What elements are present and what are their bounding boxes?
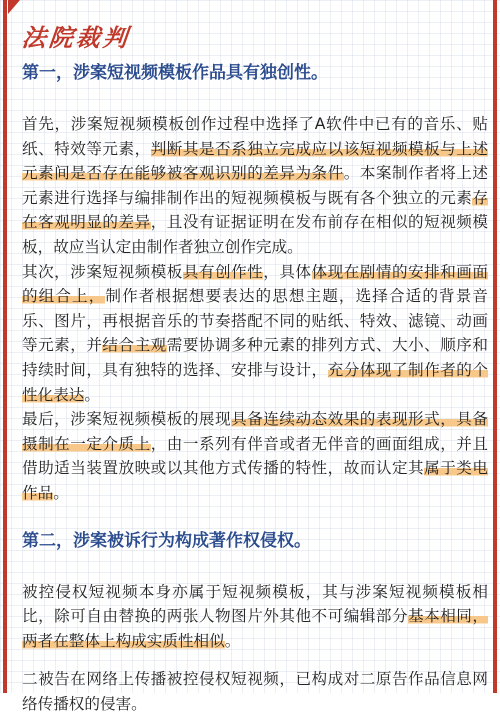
highlighted-text: 具备连续动态效果的表现形式，具备摄制在一定介质上 [22,410,488,453]
highlighted-text: 存在客观明显的差异 [22,188,488,232]
highlighted-text: 基本相同，两者在整体上构成实质性相似 [22,607,488,650]
paragraph-text: ，由一系列有伴音或者无伴音的画面组成，并且借助适当装置放映或以其他方式传播的特性，故而认定其 [22,434,488,478]
paragraph-text: 。 [53,483,69,502]
right-red-border [493,0,497,693]
highlighted-text: 属于类电作品 [22,459,488,502]
highlighted-text: 充分体现了制作者的个性化表达 [22,360,488,404]
section-2-heading: 第二，涉案被诉行为构成著作权侵权。 [22,530,311,551]
paragraph-text: 二被告在网络上传播被控侵权短视频，已构成对二原告作品信息网络传播权的侵害。 [22,670,488,713]
paragraph-text: 。 [84,385,100,404]
paragraph-text: 制作者根据想要表达的思想主题，选择合适的背景音乐、图片，再根据音乐的节奏搭配不同的贴纸、特效、滤镜、动画等元素，并 [22,287,488,355]
highlighted-text: 体现在剧情的安排和画面的组合上， [22,262,488,306]
paragraph-text: 其次，涉案短视频模板 [22,262,183,281]
highlighted-text: 判断其是否系独立完成应以该短视频模板与上述元素间是否存在能够被客观识别的差异为条件 [22,139,488,183]
document-body [22,60,488,716]
section-2-paragraph [22,667,488,716]
paragraph-text: 首先，涉案短视频模板创作过程中选择了A软件中已有的音乐、贴纸、特效等元素， [22,115,488,158]
paragraph-text: ，且没有证据证明在发布前存在相似的短视频模板，故应当认定由制作者独立创作完成。 [22,213,488,256]
left-red-border [3,0,7,693]
paragraph-text: 。 [224,631,241,650]
page-title: 法院裁判 [20,23,132,52]
corner-mark [8,0,20,14]
paragraph-text: 最后，涉案短视频模板的展现 [22,410,232,429]
section-2-paragraph [22,580,488,654]
highlighted-text: 结合主观 [102,336,167,355]
paragraph-text: 需要协调多种元素的排列方式、大小、顺序和持续时间，具有独特的选择、安排与设计， [22,336,488,379]
paragraph-text: 。本案制作者将上述元素进行选择与编排制作出的短视频模板与既有各个独立的元素 [22,164,488,207]
section-1-paragraph [22,112,488,260]
paragraph-text: 被控侵权短视频本身亦属于短视频模板，其与涉案短视频模板相比，除可自由替换的两张人物图片外其他不可编辑部分 [22,582,488,626]
highlighted-text: 具有创作性 [182,262,264,281]
section-1-paragraph [22,260,488,408]
section-1-heading: 第一，涉案短视频模板作品具有独创性。 [22,63,328,83]
header [22,22,222,54]
paragraph-text: ，具体 [263,262,312,281]
section-1-paragraph [22,407,488,505]
